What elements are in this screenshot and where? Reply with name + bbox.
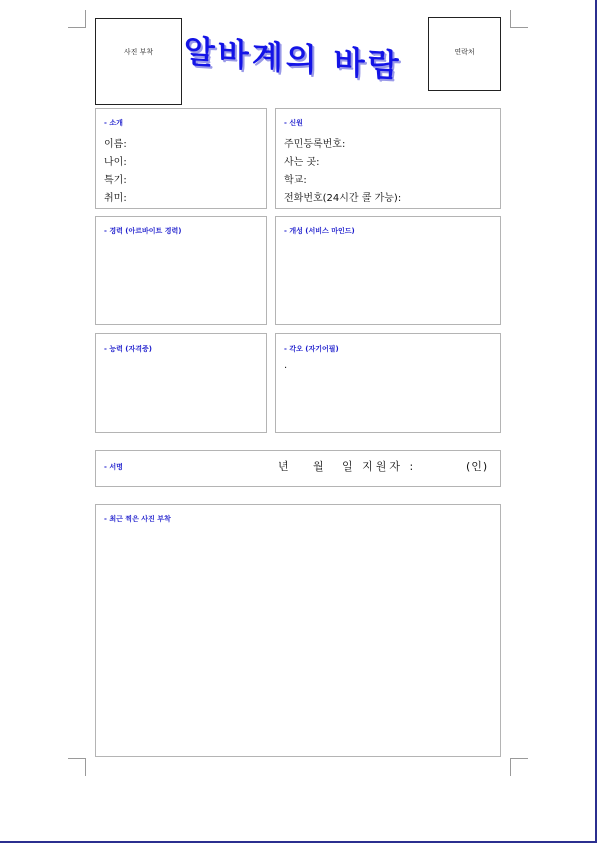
ability-section[interactable] bbox=[95, 333, 267, 433]
ability-heading: - 능력 (자격증) bbox=[104, 345, 152, 353]
contact-label: 연락처 bbox=[454, 48, 475, 56]
contact-box[interactable] bbox=[428, 17, 501, 91]
recent-photo-section[interactable] bbox=[95, 504, 501, 757]
crop-mark-bottom-left-h bbox=[68, 758, 86, 759]
resolve-content: . bbox=[284, 360, 288, 371]
crop-mark-bottom-right-h bbox=[510, 758, 528, 759]
resolve-section[interactable] bbox=[275, 333, 501, 433]
signature-month[interactable]: 월 bbox=[313, 460, 325, 473]
crop-mark-bottom-right-v bbox=[510, 758, 511, 776]
identity-heading: - 신원 bbox=[284, 119, 303, 127]
photo-attach-label: 사진 부착 bbox=[123, 48, 154, 56]
crop-mark-top-left-v bbox=[85, 10, 86, 28]
signature-day-applicant[interactable]: 일 지원자 : bbox=[342, 460, 417, 473]
crop-mark-top-right-v bbox=[510, 10, 511, 28]
resolve-heading: - 각오 (자기어필) bbox=[284, 345, 339, 353]
signature-seal[interactable]: (인) bbox=[466, 460, 489, 473]
crop-mark-bottom-left-v bbox=[85, 758, 86, 776]
identity-field-address[interactable]: 사는 곳: bbox=[284, 157, 320, 168]
identity-field-phone[interactable]: 전화번호(24시간 콜 가능): bbox=[284, 193, 402, 204]
crop-mark-top-right-h bbox=[510, 27, 528, 28]
intro-field-name[interactable]: 이름: bbox=[104, 139, 127, 150]
personality-heading: - 개성 (서비스 마인드) bbox=[284, 227, 355, 235]
photo-attach-box[interactable] bbox=[95, 18, 182, 105]
intro-section bbox=[95, 108, 267, 209]
identity-field-id-number[interactable]: 주민등록번호: bbox=[284, 139, 346, 150]
identity-field-school[interactable]: 학교: bbox=[284, 175, 307, 186]
intro-heading: - 소개 bbox=[104, 119, 123, 127]
intro-field-age[interactable]: 나이: bbox=[104, 157, 127, 168]
signature-heading: - 서명 bbox=[104, 463, 123, 471]
career-section[interactable] bbox=[95, 216, 267, 325]
personality-section[interactable] bbox=[275, 216, 501, 325]
crop-mark-top-left-h bbox=[68, 27, 86, 28]
identity-section bbox=[275, 108, 501, 209]
signature-section bbox=[95, 450, 501, 487]
document-title: 알바계의 바람 bbox=[184, 32, 402, 86]
signature-year[interactable]: 년 bbox=[278, 460, 290, 473]
intro-field-skill[interactable]: 특기: bbox=[104, 175, 127, 186]
recent-photo-heading: - 최근 찍은 사진 부착 bbox=[104, 515, 171, 523]
career-heading: - 경력 (아르바이트 경력) bbox=[104, 227, 182, 235]
intro-field-hobby[interactable]: 취미: bbox=[104, 193, 127, 204]
